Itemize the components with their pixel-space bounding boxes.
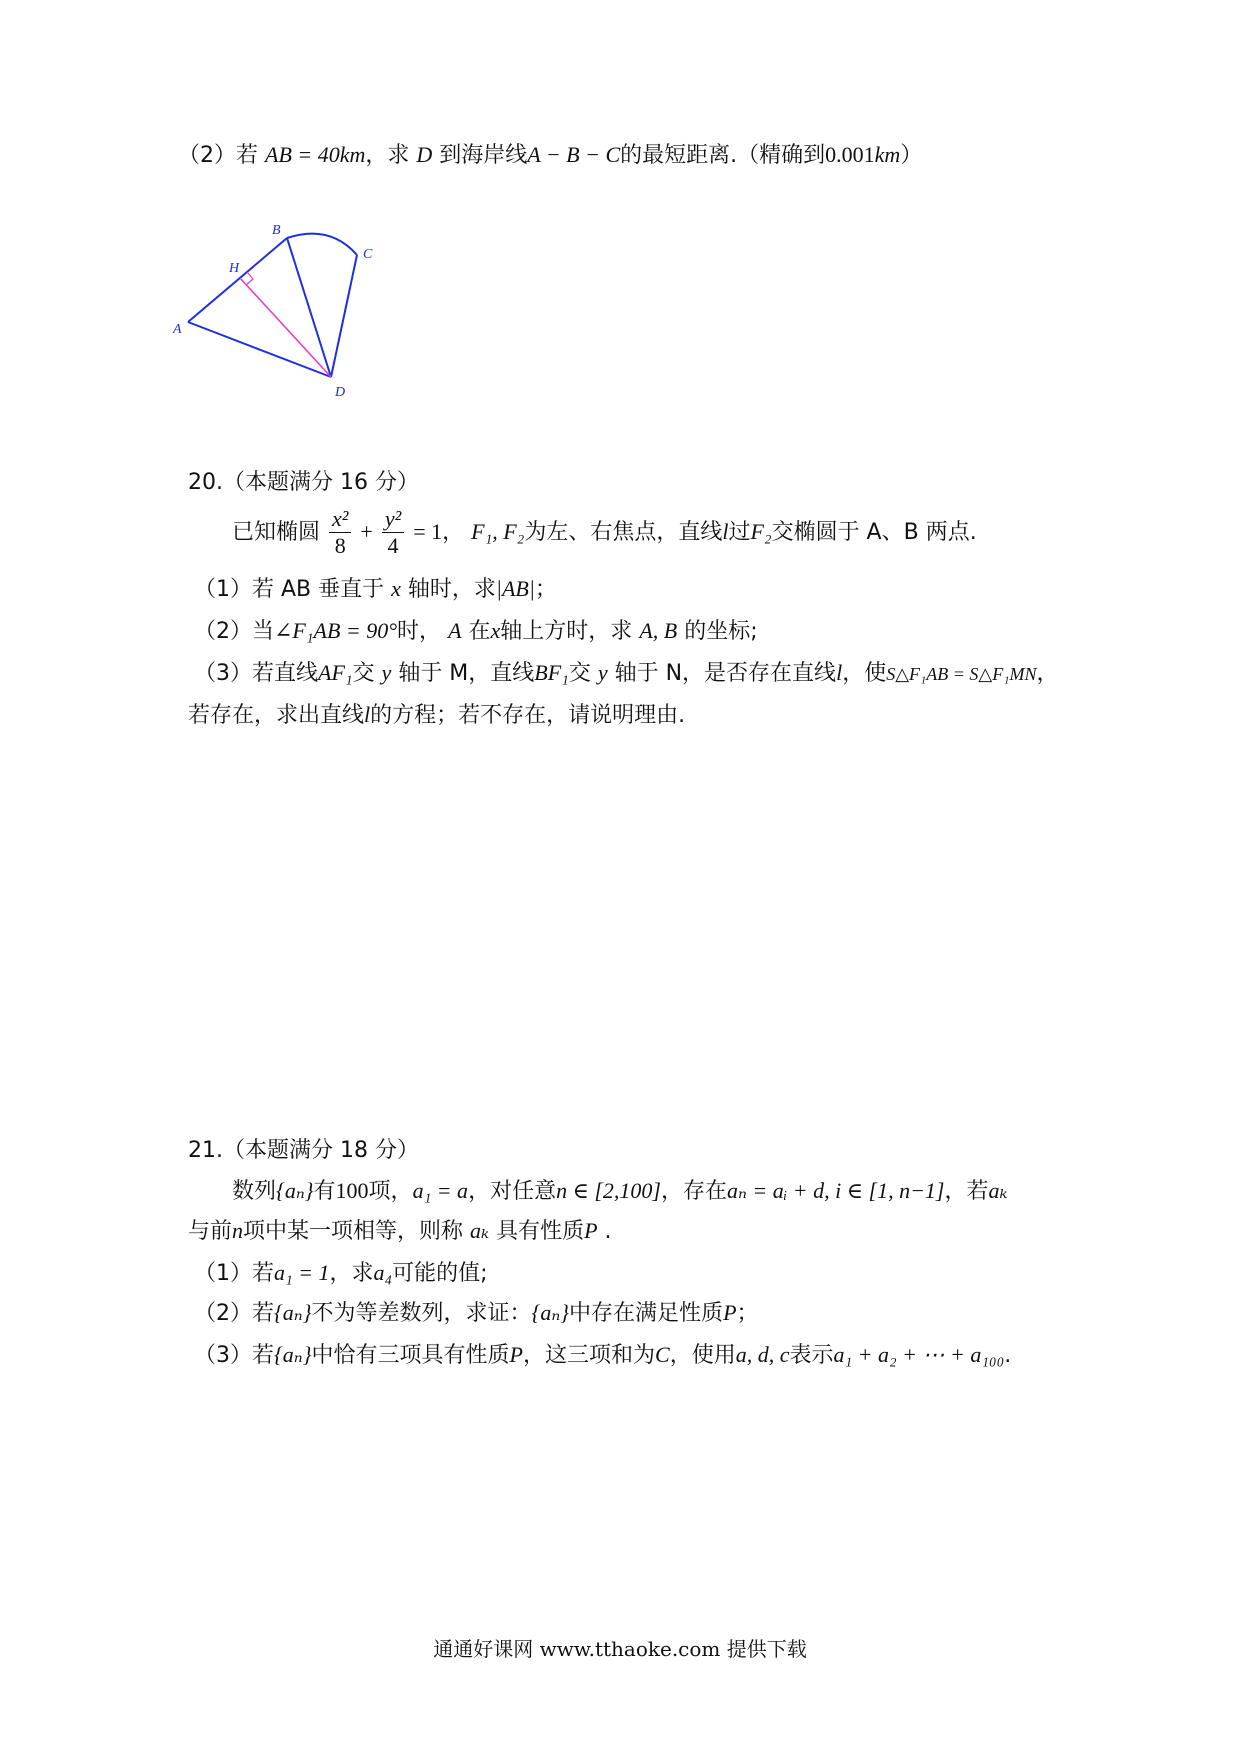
label-a: A [173, 322, 182, 337]
frac1-den: 8 [334, 533, 346, 559]
q21-intro-t1: 数列 [232, 1179, 277, 1204]
fraction-x2-8 [329, 506, 351, 560]
segment-bd [287, 238, 331, 377]
q20-part3-y1: y [381, 660, 392, 685]
q21-part3-p: P [509, 1342, 523, 1367]
q21-part3-seq: {aₙ} [274, 1342, 312, 1367]
q19-part2-label: （2）若 [178, 143, 258, 168]
q20-part2-angle: ∠F₁AB = 90° [274, 618, 398, 643]
q20-part3-line2-l: l [364, 702, 371, 727]
fraction-y2-4 [382, 506, 404, 560]
label-h: H [229, 261, 240, 276]
q21-intro-ak: aₖ [988, 1178, 1008, 1203]
label-d: D [335, 385, 346, 400]
right-angle-mark [246, 272, 253, 285]
q21-intro-line2-t1: 与前 [188, 1219, 233, 1244]
equals-one: = 1 [413, 518, 443, 544]
label-b: B [272, 223, 281, 238]
q20-part2-x: x [490, 618, 501, 643]
q20-part3-t6: ，使 [842, 661, 887, 686]
q20-part3-y2: y [597, 660, 608, 685]
q20-part3-l: l [836, 660, 843, 685]
q21-intro-line2-t2: 项中某一项相等，则称 [243, 1219, 464, 1244]
q21-part3-t1: （3）若 [194, 1343, 274, 1368]
q21-intro-line2-t4: . [604, 1219, 612, 1244]
q21-intro-line2-ak: aₖ [470, 1218, 490, 1243]
frac2-den: 4 [387, 533, 399, 559]
q21-intro-n100: 100 [335, 1178, 369, 1203]
q21-part1 [194, 1260, 488, 1287]
q20-intro-t5: 交椭圆于 A、B 两点. [771, 519, 977, 545]
q20-part2-a: A [448, 618, 462, 643]
q19-part2-var-d: D [416, 142, 433, 167]
q21-part3-t5: 表示 [789, 1343, 834, 1368]
q20-part2-t1: （2）当 [194, 619, 274, 644]
q20-part1-abs: |AB| [495, 576, 535, 601]
q21-part1-a4: a₄ [373, 1260, 393, 1285]
foci: F₁, F₂ [471, 518, 525, 544]
q19-part2 [178, 142, 922, 169]
q20-part2-t3: 在 [468, 619, 491, 644]
q21-part2-t1: （2）若 [194, 1301, 274, 1326]
q20-intro [232, 506, 977, 560]
q19-part2-expr: AB = 40km [265, 142, 366, 167]
q20-part1-t2: 轴时，求 [407, 577, 496, 602]
q20-intro-t1: 已知椭圆 [232, 519, 321, 545]
q21-intro-t3: 项， [368, 1179, 413, 1204]
segment-ad [188, 322, 331, 377]
q21-intro-line2-t3: 具有性质 [496, 1219, 585, 1244]
q21-part2-t4: ； [736, 1301, 759, 1326]
q20-intro-t4: 过 [728, 519, 751, 545]
q21-part2-seq2: {aₙ} [531, 1300, 570, 1325]
q20-part1-t1: （1）若 AB 垂直于 [194, 577, 385, 602]
q20-part3-t7: ， [1036, 661, 1059, 686]
q20-intro-t2: ， [442, 519, 465, 545]
q20-header: 20.（本题满分 16 分） [188, 470, 419, 495]
geometry-figure [173, 223, 415, 400]
q21-part3-t2: 中恰有三项具有性质 [311, 1343, 510, 1368]
q21-intro-rel: aₙ = aᵢ + d, i ∈ [1, n−1] [727, 1178, 945, 1203]
figure-lines [188, 234, 357, 377]
arc-bc [287, 234, 357, 255]
q19-part2-text3: 的最短距离.（精确到 [620, 143, 826, 168]
segment-ab [188, 238, 287, 322]
plus-sign: + [360, 518, 373, 544]
q21-part1-t2: ，求 [329, 1261, 374, 1286]
q20-part1-t3: ； [534, 577, 557, 602]
q20-part2-t2: 时， [397, 619, 442, 644]
q20-part3-t3: 轴于 M，直线 [398, 661, 535, 686]
focus-f2: F₂ [750, 518, 772, 544]
q20-part3-t2: 交 [352, 661, 375, 686]
q21-intro-t2: 有 [313, 1179, 336, 1204]
q20-part3 [194, 660, 1059, 687]
q21-intro-t6: ，若 [944, 1179, 989, 1204]
q21-header: 21.（本题满分 18 分） [188, 1138, 419, 1163]
line-l: l [722, 518, 729, 544]
footer: 通通好课网 www.tthaoke.com 提供下载 [433, 1637, 807, 1661]
q21-part3-t4: ，使用 [669, 1343, 736, 1368]
q19-part2-precision: 0.001 [825, 142, 875, 167]
q19-part2-unit: km [874, 142, 901, 167]
q21-intro [232, 1178, 1008, 1205]
q20-part3-t1: （3）若直线 [194, 661, 318, 686]
q21-intro-a1: a₁ = a [412, 1178, 469, 1203]
q21-part2-t2: 不为等差数列，求证： [311, 1301, 532, 1326]
q21-part3-vars: a, d, c [735, 1342, 790, 1367]
label-c: C [363, 247, 373, 262]
q19-part2-path: A − B − C [527, 142, 621, 167]
q21-intro-t4: ，对任意 [468, 1179, 557, 1204]
q21-part3 [194, 1342, 1011, 1369]
q19-part2-close: ） [900, 143, 923, 168]
q21-intro-t5: ，存在 [661, 1179, 728, 1204]
q21-part3-sum: a₁ + a₂ + ⋯ + a₁₀₀ [833, 1342, 1005, 1367]
q20-part3-line2-t1: 若存在，求出直线 [188, 703, 365, 728]
q21-part2-seq1: {aₙ} [274, 1300, 312, 1325]
q20-part3-af1: AF₁ [318, 660, 353, 685]
q21-intro-line2-n: n [232, 1218, 244, 1243]
q21-part1-t1: （1）若 [194, 1261, 274, 1286]
q21-part3-t3: ，这三项和为 [522, 1343, 655, 1368]
q19-part2-text2: 到海岸线 [439, 143, 528, 168]
q20-part3-t5: 轴于 N，是否存在直线 [614, 661, 837, 686]
frac1-num: x² [329, 506, 351, 533]
q21-part2-p: P [723, 1300, 737, 1325]
q20-part2 [194, 618, 758, 645]
q20-part2-t5: 的坐标; [684, 619, 758, 644]
q21-part1-a1: a₁ = 1 [274, 1260, 330, 1285]
q21-intro-line2 [188, 1218, 612, 1245]
segment-cd [331, 255, 357, 377]
q20-part1 [194, 576, 557, 603]
q21-part2-t3: 中存在满足性质 [569, 1301, 724, 1326]
q20-part3-line2 [188, 702, 685, 729]
q20-part3-bf1: BF₁ [534, 660, 569, 685]
q20-part3-line2-t2: 的方程；若不存在，请说明理由. [370, 703, 686, 728]
q21-intro-range: n ∈ [2,100] [556, 1178, 661, 1203]
q20-part2-ab: A, B [639, 618, 678, 643]
q21-part1-t3: 可能的值; [392, 1261, 488, 1286]
q21-intro-line2-p: P [584, 1218, 598, 1243]
altitude-dh [240, 278, 331, 377]
q20-intro-t3: 为左、右焦点，直线 [524, 519, 723, 545]
q20-part2-t4: 轴上方时，求 [500, 619, 633, 644]
q20-part3-t4: 交 [568, 661, 591, 686]
q21-part2 [194, 1300, 759, 1327]
q21-part3-c: C [655, 1342, 670, 1367]
q19-part2-text1: ，求 [365, 143, 410, 168]
q20-part1-x: x [391, 576, 401, 601]
q20-part3-s-expr: S△F₁AB = S△F₁MN [886, 664, 1037, 684]
q21-part3-t6: . [1004, 1343, 1012, 1368]
frac2-num: y² [382, 506, 404, 533]
q21-intro-seq: {aₙ} [276, 1178, 314, 1203]
